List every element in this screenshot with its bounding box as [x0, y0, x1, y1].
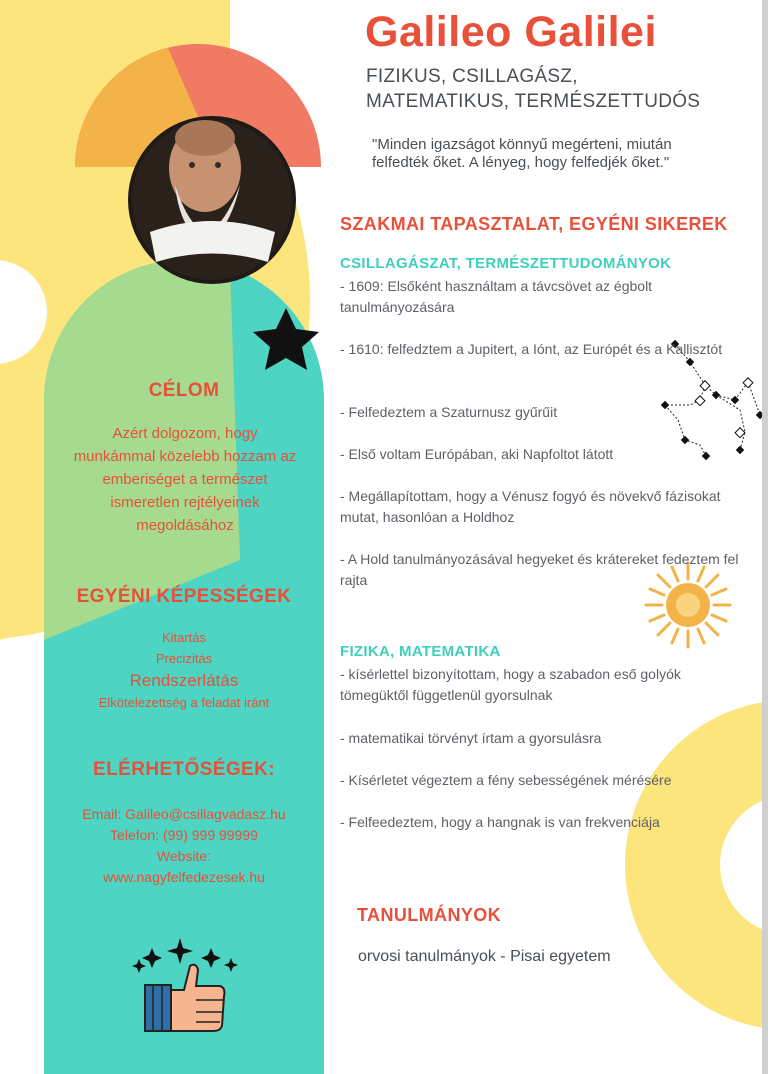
experience-heading: SZAKMAI TAPASZTALAT, EGYÉNI SIKEREK — [340, 214, 728, 234]
astronomy-item-3: - Felfedeztem a Szaturnusz gyűrűit — [340, 404, 558, 420]
physics-item-3: - Kísérletet végeztem a fény sebességének mérésére — [340, 772, 672, 788]
roles-line-2: MATEMATIKUS, TERMÉSZETTUDÓS — [366, 91, 701, 112]
contact-heading: ELÉRHETŐSÉGEK: — [93, 759, 275, 780]
page-edge — [762, 0, 768, 1074]
physics-item-4: - Felfeedeztem, hogy a hangnak is van frekvenciája — [340, 814, 660, 830]
contact-email[interactable]: Email: Galileo@csillagvadasz.hu — [82, 806, 286, 822]
skill-item-3: Rendszerlátás — [129, 671, 239, 690]
contact-website-label: Website: — [156, 848, 212, 864]
astronomy-item-6: - A Hold tanulmányozásával hegyeket és krátereket fedeztem fel rajta — [340, 551, 739, 588]
astronomy-item-4: - Első voltam Európában, aki Napfoltot látott — [340, 446, 614, 462]
skills-heading: EGYÉNI KÉPESSÉGEK — [76, 586, 292, 607]
contact-phone[interactable]: Telefon: (99) 999 99999 — [110, 827, 258, 843]
skill-item-2: Precizitás — [155, 651, 213, 666]
portrait-image — [128, 116, 296, 284]
studies-heading: TANULMÁNYOK — [357, 905, 502, 925]
astronomy-item-2: - 1610: felfedztem a Jupitert, a Iónt, az Európét és a Kallisztót — [340, 341, 723, 357]
constellation-icon — [665, 345, 760, 456]
physics-heading: FIZIKA, MATEMATIKA — [340, 643, 501, 660]
astronomy-item-1: - 1609: Elsőként használtam a távcsövet az égbolt tanulmányozására — [340, 278, 653, 315]
person-name: Galileo Galilei — [365, 8, 657, 56]
roles-line-1: FIZIKUS, CSILLAGÁSZ, — [366, 66, 578, 87]
astronomy-heading: CSILLAGÁSZAT, TERMÉSZETTUDOMÁNYOK — [340, 255, 672, 272]
goal-heading: CÉLOM — [148, 380, 220, 401]
physics-item-2: - matematikai törvényt írtam a gyorsulásra — [340, 730, 602, 746]
skill-item-4: Elkötelezettség a feladat iránt — [98, 695, 270, 710]
goal-text: Azért dolgozom, hogy munkámmal közelebb hozzam az emberiséget a természet ismeretlen rejtélyeinek megoldásához — [73, 425, 297, 534]
astronomy-item-5: - Megállapítottam, hogy a Vénusz fogyó és növekvő fázisokat mutat, hasonlóan a Holdhoz — [340, 488, 721, 525]
quote-text: "Minden igazságot könnyű megérteni, miután felfedték őket. A lényeg, hogy felfedjék őket." — [372, 136, 672, 171]
physics-item-1: - kísérlettel bizonyítottam, hogy a szabadon eső golyók tömegüktől függetlenül gyorsulnak — [340, 666, 681, 703]
skill-item-1: Kitartás — [161, 630, 207, 645]
studies-text: orvosi tanulmányok - Pisai egyetem — [358, 948, 611, 965]
contact-website[interactable]: www.nagyfelfedezesek.hu — [103, 869, 265, 885]
